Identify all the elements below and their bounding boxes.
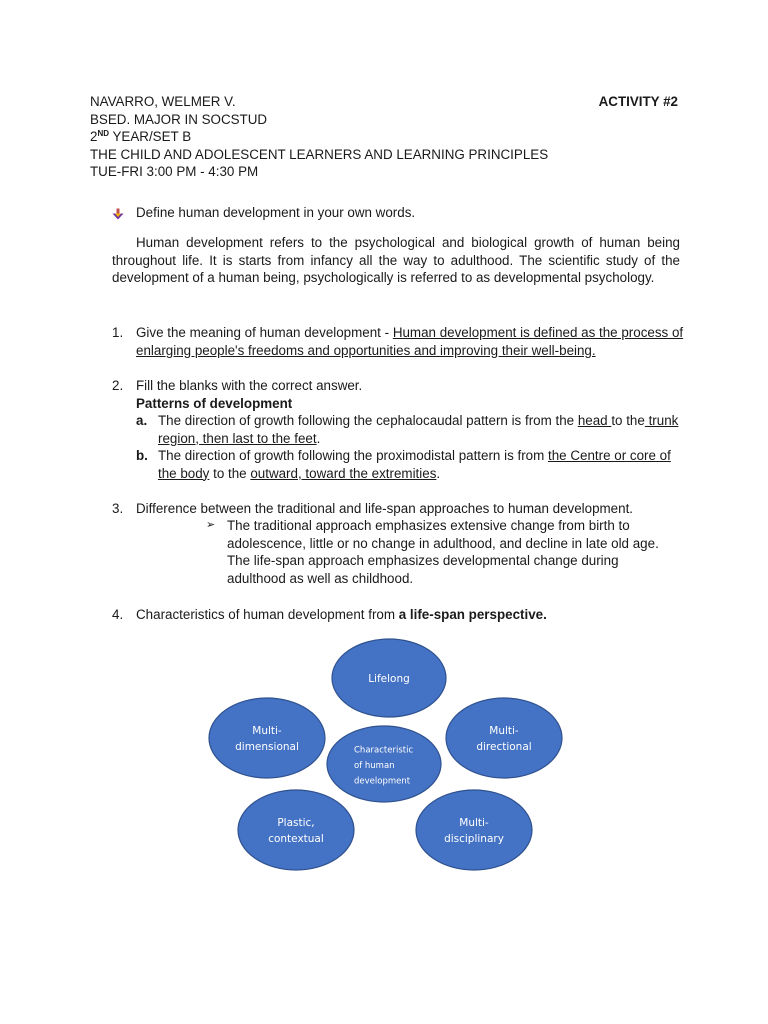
question-3-text: Difference between the traditional and life-span approaches to human development. (136, 501, 634, 516)
multidimensional-node (209, 698, 325, 778)
blank-answer: outward, toward the extremities (250, 465, 437, 481)
question-2-text: Fill the blanks with the correct answer. (136, 378, 363, 393)
item-letter: a. (136, 413, 148, 428)
question-number: 1. (112, 325, 124, 340)
plastic-contextual-node-label: Plastic, contextual (268, 817, 324, 845)
subject-title: THE CHILD AND ADOLESCENT LEARNERS AND LEARNING PRINCIPLES (90, 146, 549, 162)
student-course: BSED. MAJOR IN SOCSTUD (90, 111, 268, 127)
question-1-answer: Human development is defined as the process of enlarging people's freedoms and opportunities and improving their well-being. (136, 325, 684, 358)
item-letter: b. (136, 448, 148, 463)
question-number: 2. (112, 378, 124, 393)
patterns-heading: Patterns of development (136, 395, 293, 411)
class-schedule: TUE-FRI 3:00 PM - 4:30 PM (90, 164, 259, 179)
question-3-answer-text: The traditional approach emphasizes extensive change from birth to adolescence, little or no change in adulthood, and decline in late old age. The life-span approach emphasizes developmental change during adulthood as well as childhood. (227, 518, 659, 586)
center-node-label: Characteristic of human development (354, 745, 414, 787)
intro-question-text: Define human development in your own words. (136, 205, 416, 220)
question-number: 4. (112, 607, 124, 622)
activity-title: ACTIVITY #2 (598, 94, 678, 109)
multidisciplinary-node (416, 790, 532, 870)
blank-answer: the Centre or core of the body (158, 448, 671, 481)
question-number: 3. (112, 501, 124, 516)
plastic-contextual-node (238, 790, 354, 870)
intro-answer-text: Human development refers to the psychological and biological growth of human being throughout life. It is starts from infancy all the way to adulthood. The scientific study of the development of a human being, psychologically is referred to as developmental psychology. (112, 235, 680, 285)
multidimensional-node-label: Multi-dimensional (235, 725, 299, 753)
question-1-text: Give the meaning of human development - (136, 325, 393, 340)
blank-answer: trunk region, then last to the feet (158, 413, 679, 446)
multidirectional-node (446, 698, 562, 778)
lifelong-node-label: Lifelong (368, 673, 410, 685)
student-year: 2ND YEAR/SET B (90, 129, 192, 144)
student-name: NAVARRO, WELMER V. (90, 94, 236, 109)
blank-answer: head (577, 413, 612, 428)
multidirectional-node-label: Multi-directional (476, 725, 532, 753)
item-b: b. The direction of growth following the proximodistal pattern is from the Centre or core of the body to the outward, toward the extremities. (136, 448, 671, 481)
year-superscript: ND (97, 129, 110, 138)
item-a: a. The direction of growth following the cephalocaudal pattern is from the head to the trunk region, then last to the feet. (136, 413, 679, 446)
arrowhead-bullet-icon: ➢ (206, 519, 216, 531)
multidisciplinary-node-label: Multi-disciplinary (444, 817, 504, 845)
question-4-body: Characteristics of human development from a life-span perspective. (136, 607, 547, 622)
